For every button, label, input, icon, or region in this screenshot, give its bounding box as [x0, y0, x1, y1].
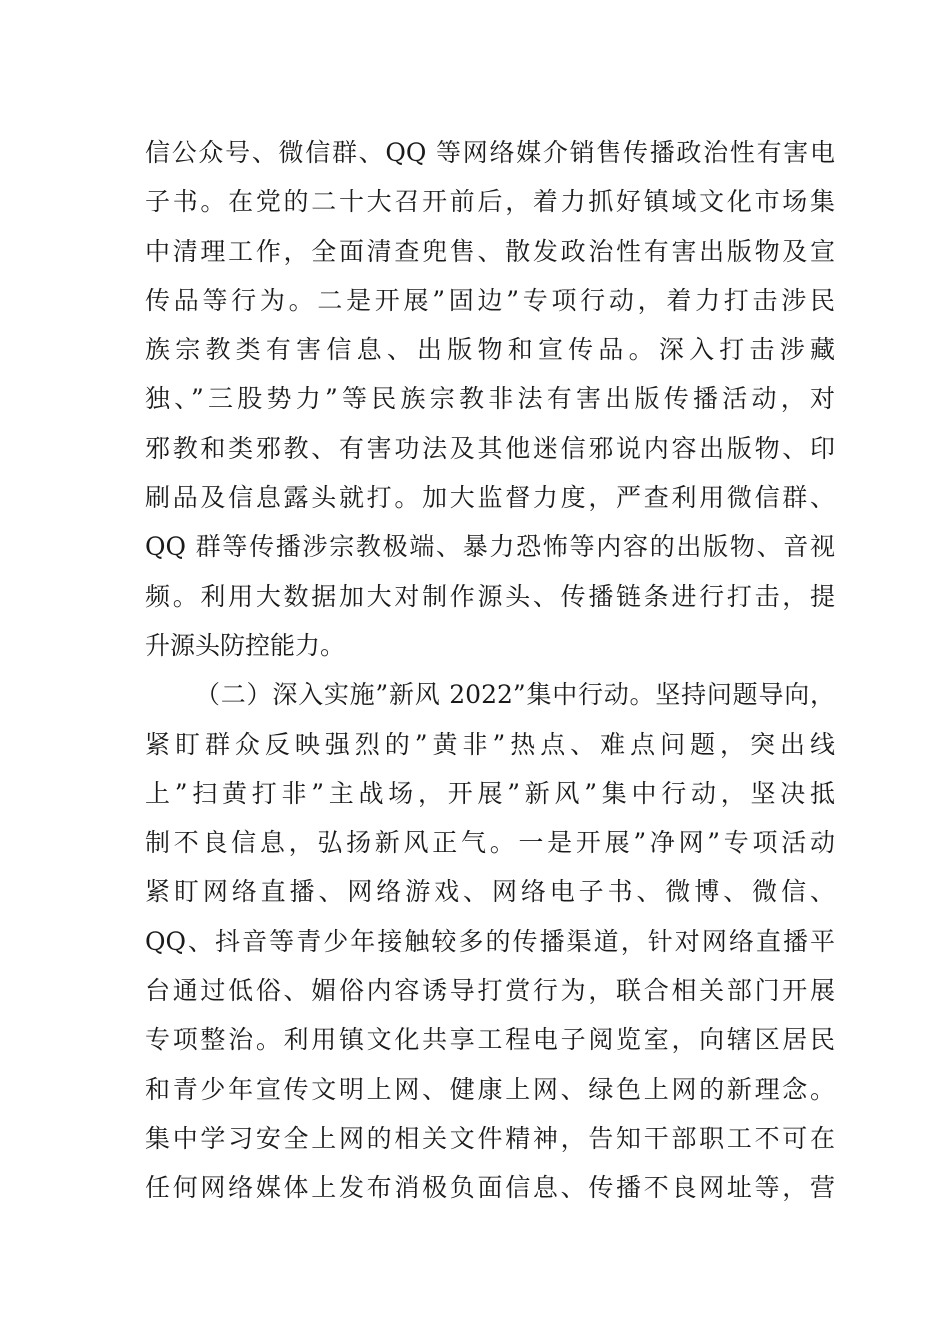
text-line: 族宗教类有害信息、出版物和宣传品。深入打击涉藏: [145, 335, 835, 365]
text-line: 频。利用大数据加大对制作源头、传播链条进行打击，提: [145, 581, 835, 611]
text-line: 中清理工作，全面清查兜售、散发政治性有害出版物及宣: [145, 236, 835, 266]
text-line: 紧盯群众反映强烈的”黄非”热点、难点问题，突出线: [145, 729, 835, 759]
text-line: 制不良信息，弘扬新风正气。一是开展”净网”专项活动: [145, 828, 835, 858]
text-line: 独、”三股势力”等民族宗教非法有害出版传播活动，对: [145, 384, 835, 414]
text-line: 升源头防控能力。: [145, 630, 346, 660]
text-line: 子书。在党的二十大召开前后，着力抓好镇域文化市场集: [145, 187, 835, 217]
text-line: 专项整治。利用镇文化共享工程电子阅览室，向辖区居民: [145, 1025, 835, 1055]
text-line: 任何网络媒体上发布消极负面信息、传播不良网址等，营: [145, 1173, 835, 1203]
section-heading-line: （二）深入实施”新风 2022”集中行动。坚持问题导向，: [195, 680, 835, 710]
text-line: 台通过低俗、媚俗内容诱导打赏行为，联合相关部门开展: [145, 976, 835, 1006]
text-line: QQ 群等传播涉宗教极端、暴力恐怖等内容的出版物、音视: [145, 532, 835, 562]
text-line: 邪教和类邪教、有害功法及其他迷信邪说内容出版物、印: [145, 433, 835, 463]
text-line: 和青少年宣传文明上网、健康上网、绿色上网的新理念。: [145, 1074, 835, 1104]
text-line: QQ、抖音等青少年接触较多的传播渠道，针对网络直播平: [145, 926, 835, 956]
text-line: 集中学习安全上网的相关文件精神，告知干部职工不可在: [145, 1123, 835, 1153]
text-line: 紧盯网络直播、网络游戏、网络电子书、微博、微信、: [145, 877, 835, 907]
text-line: 刷品及信息露头就打。加大监督力度，严查利用微信群、: [145, 483, 835, 513]
text-line: 传品等行为。二是开展”固边”专项行动，着力打击涉民: [145, 285, 835, 315]
document-body: [145, 128, 835, 1213]
text-line: 上”扫黄打非”主战场，开展”新风”集中行动，坚决抵: [145, 778, 835, 808]
text-line: 信公众号、微信群、QQ 等网络媒介销售传播政治性有害电: [145, 138, 835, 167]
